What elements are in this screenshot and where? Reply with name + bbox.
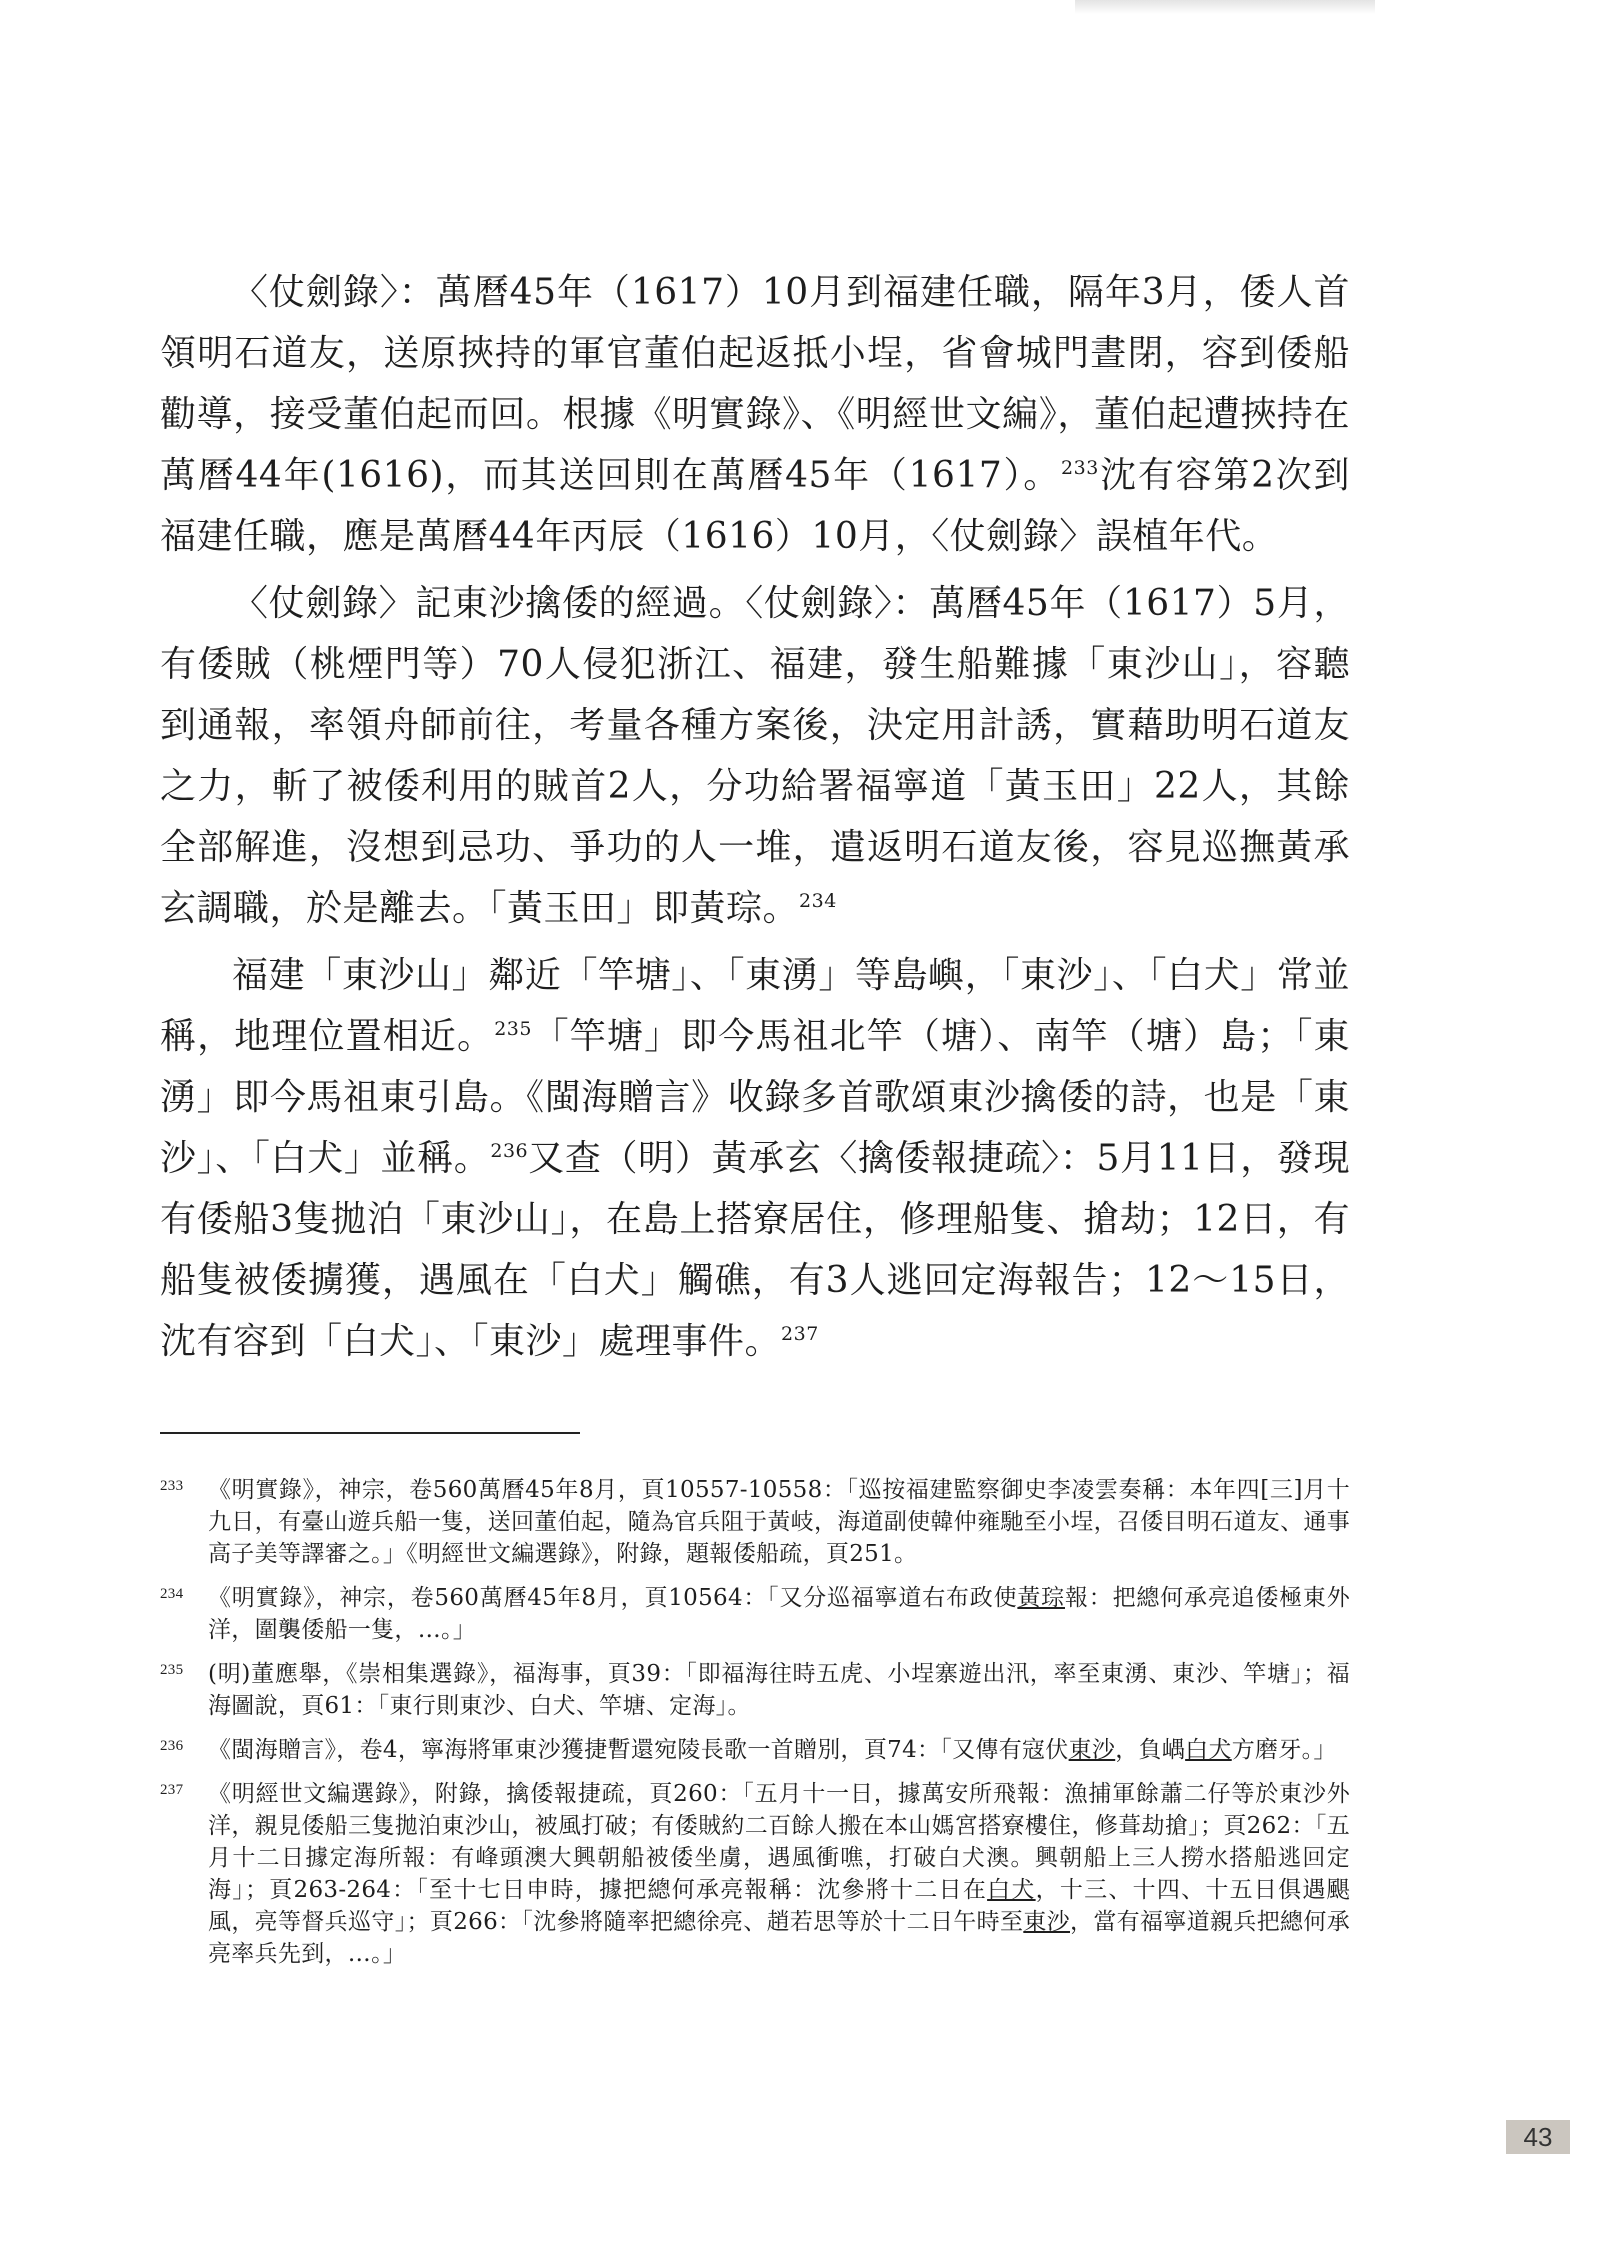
- footnote: [160, 1734, 1350, 1766]
- footnote-text: 《明實錄》，神宗，卷560萬曆45年8月，頁10564：「又分巡福寧道右布政使黃琮報：把總何承亮追倭極東外洋，圍襲倭船一隻，…。」: [208, 1585, 1350, 1643]
- footnote-number: 233: [160, 1478, 184, 1494]
- footnote: [160, 1582, 1350, 1646]
- footnote: [160, 1474, 1350, 1570]
- body-paragraph: 〈仗劍錄〉：萬曆45年（1617）10月到福建任職，隔年3月，倭人首領明石道友，送原挾持的軍官董伯起返抵小埕，省會城門晝閉，容到倭船勸導，接受董伯起而回。根據《明實錄》、《明經世文編》，董伯起遭挾持在萬曆44年(1616)，而其送回則在萬曆45年（1617）。$^{233}$沈有容第2次到福建任職，應是萬曆44年丙辰（1616）10月，〈仗劍錄〉誤植年代。: [160, 272, 1350, 557]
- footnote-number: 235: [160, 1662, 184, 1678]
- underlined-place: 白犬: [987, 1877, 1036, 1903]
- footnote: [160, 1658, 1350, 1722]
- footnote-ref[interactable]: 233: [1061, 457, 1099, 479]
- body-paragraph: 福建「東沙山」鄰近「竿塘」、「東湧」等島嶼，「東沙」、「白犬」常並稱，地理位置相近。$^{235}$「竿塘」即今馬祖北竿（塘）、南竿（塘）島；「東湧」即今馬祖東引島。《閩海贈言》收錄多首歌頌東沙擒倭的詩，也是「東沙」、「白犬」並稱。$^{236}$又查（明）黃承玄〈擒倭報捷疏〉：5月11日，發現有倭船3隻拋泊「東沙山」，在島上搭寮居住，修理船隻、搶劫；12日，有船隻被倭擄獲，遇風在「白犬」觸礁，有3人逃回定海報告；12～15日，沈有容到「白犬」、「東沙」處理事件。$^{237}$: [160, 955, 1350, 1362]
- scan-edge-mark: [1075, 0, 1375, 14]
- footnote-ref[interactable]: 236: [490, 1140, 529, 1162]
- footnote-text: 《明經世文編選錄》，附錄，擒倭報捷疏，頁260：「五月十一日，據萬安所飛報：漁捕軍餘蕭二仔等於東沙外洋，親見倭船三隻拋泊東沙山，被風打破；有倭賊約二百餘人搬在本山媽宮搭寮樓住，修葺劫搶」；頁262：「五月十二日據定海所報：有峰頭澳大興朝船被倭坐虜，遇風衝噍，打破白犬澳。興朝船上三人撈水搭船逃回定海」；頁263-264：「至十七日申時，據把總何承亮報稱：沈參將十二日在白犬，十三、十四、十五日俱遇颶風，亮等督兵巡守」；頁266：「沈參將隨率把總徐亮、趙若思等於十二日午時至東沙，當有福寧道親兵把總何承亮率兵先到，…。」: [208, 1781, 1351, 1967]
- body-paragraph: 〈仗劍錄〉記東沙擒倭的經過。〈仗劍錄〉：萬曆45年（1617）5月，有倭賊（桃煙門等）70人侵犯浙江、福建，發生船難據「東沙山」，容聽到通報，率領舟師前往，考量各種方案後，決定用計誘，實藉助明石道友之力，斬了被倭利用的賊首2人，分功給署福寧道「黃玉田」22人，其餘全部解進，沒想到忌功、爭功的人一堆，遣返明石道友後，容見巡撫黃承玄調職，於是離去。「黃玉田」即黃琮。$^{234}$: [160, 583, 1350, 929]
- footnote-text: (明)董應舉，《崇相集選錄》，福海事，頁39：「即福海往時五虎、小埕寨遊出汛，率至東湧、東沙、竿塘」；福海圖說，頁61：「東行則東沙、白犬、竿塘、定海」。: [208, 1661, 1350, 1719]
- footnote-number: 234: [160, 1586, 184, 1602]
- page-number: 43: [1506, 2120, 1570, 2154]
- footnote-text: 《明實錄》，神宗，卷560萬曆45年8月，頁10557-10558：「巡按福建監察御史李凌雲奏稱：本年四[三]月十九日，有臺山遊兵船一隻，送回董伯起，隨為官兵阻于黃岐，海道副使韓仲雍馳至小埕，召倭目明石道友、通事高子美等譯審之。」《明經世文編選錄》，附錄，題報倭船疏，頁251。: [208, 1477, 1350, 1567]
- footnote-number: 237: [160, 1782, 184, 1798]
- footnote-divider: [160, 1432, 580, 1434]
- footnote-text: 《閩海贈言》，卷4，寧海將軍東沙獲捷暫還宛陵長歌一首贈別，頁74：「又傳有寇伏東沙，負嵎白犬方磨牙。」: [208, 1737, 1337, 1763]
- underlined-place: 東沙: [1023, 1909, 1070, 1935]
- footnote-ref[interactable]: 235: [494, 1018, 532, 1040]
- page-content: [160, 262, 1350, 1982]
- underlined-name: 黃琮: [1017, 1585, 1065, 1611]
- footnote: [160, 1778, 1350, 1970]
- footnote-ref[interactable]: 237: [781, 1323, 819, 1345]
- footnote-ref[interactable]: 234: [799, 890, 837, 912]
- underlined-place: 東沙: [1068, 1737, 1116, 1763]
- footnote-number: 236: [160, 1738, 184, 1754]
- underlined-place: 白犬: [1185, 1737, 1232, 1763]
